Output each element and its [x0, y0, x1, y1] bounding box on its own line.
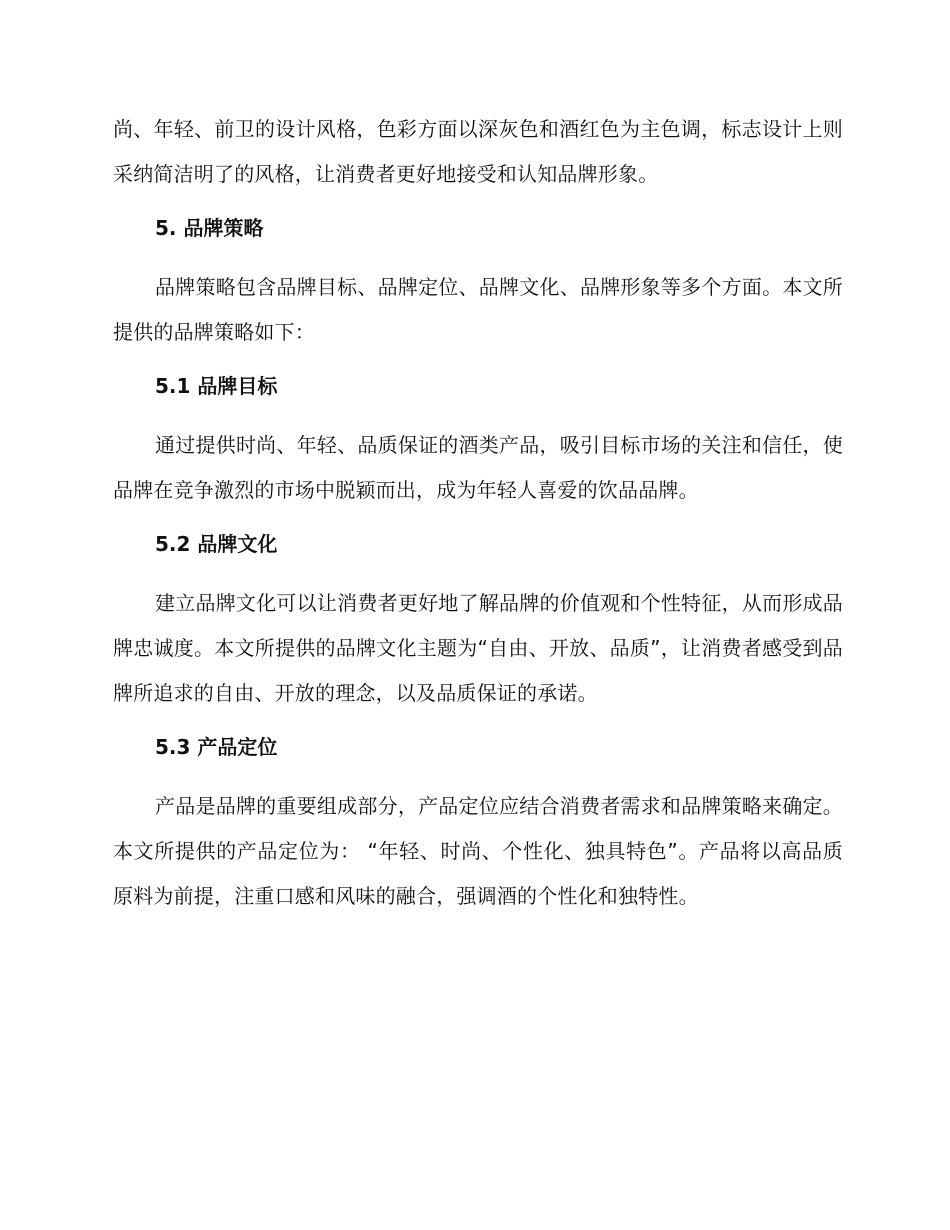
section-body-brand-strategy: 品牌策略包含品牌目标、品牌定位、品牌文化、品牌形象等多个方面。本文所提供的品牌策略如下：: [113, 275, 843, 344]
section-heading-brand-strategy: 5. 品牌策略: [155, 216, 264, 240]
section-heading-brand-culture: 5.2 品牌文化: [155, 532, 278, 556]
section-body-brand-culture: 建立品牌文化可以让消费者更好地了解品牌的价值观和个性特征，从而形成品牌忠诚度。本文所提供的品牌文化主题为“自由、开放、品质”，让消费者感受到品牌所追求的自由、开放的理念，以及品质保证的承诺。: [113, 591, 843, 705]
section-heading-brand-goal: 5.1 品牌目标: [155, 374, 278, 398]
document-content: [113, 107, 843, 919]
section-body-product-positioning: 产品是品牌的重要组成部分，产品定位应结合消费者需求和品牌策略来确定。本文所提供的产品定位为： “年轻、时尚、个性化、独具特色”。产品将以高品质原料为前提，注重口感和风味的融合，强调酒的个性化和独特性。: [113, 794, 843, 908]
section-heading-product-positioning: 5.3 产品定位: [155, 735, 278, 759]
intro-paragraph: 尚、年轻、前卫的设计风格，色彩方面以深灰色和酒红色为主色调，标志设计上则采纳简洁明了的风格，让消费者更好地接受和认知品牌形象。: [113, 117, 843, 186]
section-body-brand-goal: 通过提供时尚、年轻、品质保证的酒类产品，吸引目标市场的关注和信任，使品牌在竞争激烈的市场中脱颖而出，成为年轻人喜爱的饮品品牌。: [113, 433, 843, 502]
